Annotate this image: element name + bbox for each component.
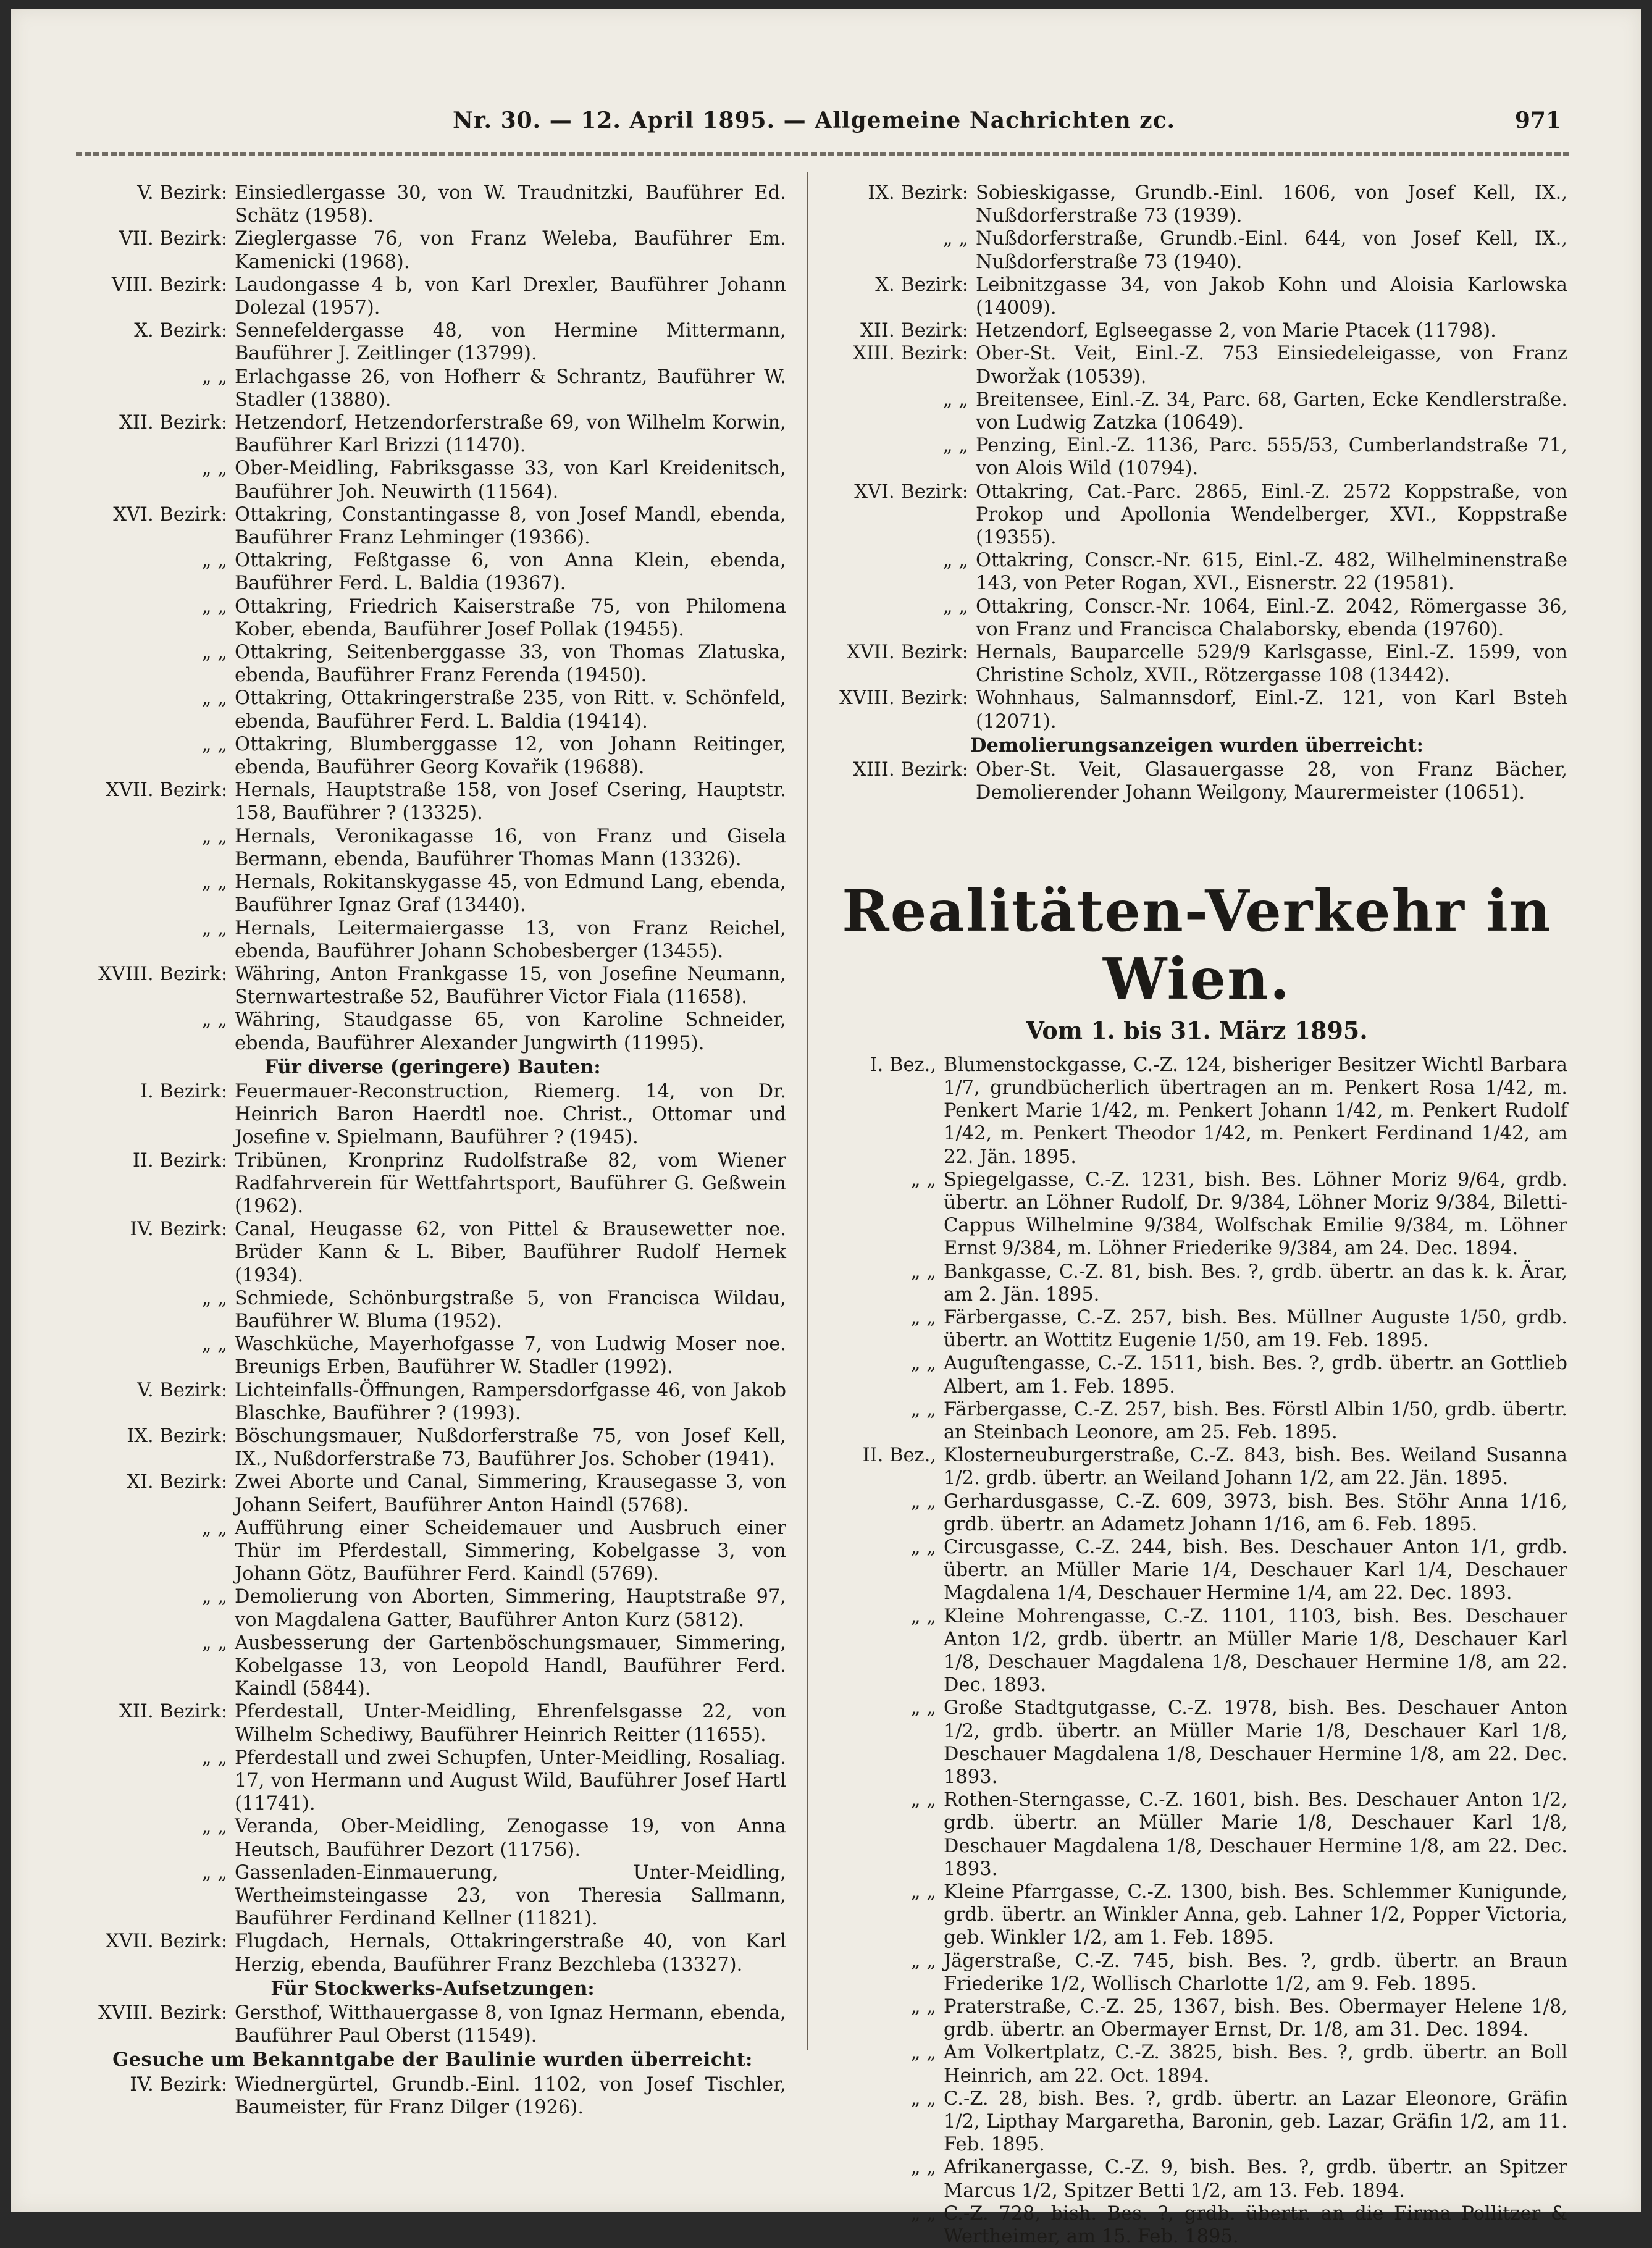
district-label: „ „ [201, 1517, 227, 1539]
list-item [826, 1054, 1567, 1168]
entry-text: Ottakring, Blumberggasse 12, von Johann Reitinger, ebenda, Bauführer Georg Kovařik (19688). [235, 733, 786, 779]
entry-text: Gersthof, Witthauergasse 8, von Ignaz Hermann, ebenda, Bauführer Paul Oberst (11549). [235, 2002, 786, 2047]
entry-text: Hetzendorf, Eglseegasse 2, von Marie Ptacek (11798). [976, 320, 1496, 342]
entry-text: Einsiedlergasse 30, von W. Traudnitzki, Bauführer Ed. Schätz (1958). [235, 182, 786, 227]
list-item [79, 1218, 786, 1287]
entry-text: Ottakring, Constantingasse 8, von Josef Mandl, ebenda, Bauführer Franz Lehminger (19366). [235, 503, 786, 549]
entry-text: Färbergasse, C.-Z. 257, bish. Bes. Förstl Albin 1/50, grdb. übertr. an Steinbach Leonore, am 25. Feb. 1895. [944, 1398, 1567, 1443]
district-label: „ „ [201, 733, 227, 755]
district-label: „ „ [201, 1009, 227, 1031]
district-label: XVII. Bezirk: [106, 779, 227, 802]
entry-text: Hernals, Bauparcelle 529/9 Karlsgasse, Einl.-Z. 1599, von Christine Scholz, XVII., Rötzergasse 108 (13442). [976, 642, 1567, 687]
district-label: IX. Bezirk: [127, 1425, 227, 1447]
district-label: „ „ [942, 228, 968, 250]
list-item [79, 595, 786, 641]
list-item [79, 871, 786, 916]
list-item [79, 825, 786, 871]
district-label: XVIII. Bezirk: [98, 963, 227, 985]
entry-text: Jägerstraße, C.-Z. 745, bish. Bes. ?, grdb. übertr. an Braun Friederike 1/2, Wollisch Charlotte 1/2, am 9. Feb. 1895. [944, 1950, 1567, 1995]
entry-text: Sennefeldergasse 48, von Hermine Mittermann, Bauführer J. Zeitlinger (13799). [235, 320, 786, 365]
entry-text: Canal, Heugasse 62, von Pittel & Brausewetter noe. Brüder Kann & L. Biber, Bauführer Rudolf Hernek (1934). [235, 1218, 786, 1286]
column-divider [807, 172, 808, 2050]
list-item [826, 342, 1567, 388]
district-label: IV. Bezirk: [130, 2073, 227, 2095]
district-label: I. Bezirk: [140, 1080, 227, 1102]
district-label: „ „ [201, 642, 227, 664]
list-item [826, 595, 1567, 641]
list-item [79, 366, 786, 411]
list-item [826, 641, 1567, 687]
list-item [79, 1700, 786, 1746]
entry-text: Afrikanergasse, C.-Z. 9, bish. Bes. ?, grdb. übertr. an Spitzer Marcus 1/2, Spitzer Betti 1/2, am 13. Feb. 1894. [944, 2157, 1567, 2202]
entry-text: C.-Z. 728, bish. Bes. ?, grdb. übertr. an die Firma Pollitzer & Wertheimer, am 15. Feb. 1895. [944, 2202, 1567, 2248]
district-label: „ „ [910, 1306, 936, 1328]
district-label: „ „ [910, 1697, 936, 1719]
district-label: „ „ [201, 1287, 227, 1309]
heading-stockwerk: Für Stockwerks-Aufsetzungen: [270, 1977, 595, 2000]
list-item [79, 227, 786, 273]
district-label: II. Bez., [862, 1445, 936, 1467]
entry-text: Färbergasse, C.-Z. 257, bish. Bes. Müllner Auguste 1/50, grdb. übertr. an Wottitz Eugenie 1/50, am 19. Feb. 1895. [944, 1306, 1567, 1352]
list-item [79, 641, 786, 687]
district-label: IX. Bezirk: [868, 182, 968, 204]
list-item [826, 1168, 1567, 1260]
heading-demolierung: Demolierungsanzeigen wurden überreicht: [970, 734, 1423, 757]
entry-text: Zwei Aborte und Canal, Simmering, Krausegasse 3, von Johann Seifert, Bauführer Anton Haindl (5768). [235, 1471, 786, 1516]
list-item [79, 1149, 786, 1218]
district-label: „ „ [201, 917, 227, 939]
entry-text: Ober-Meidling, Fabriksgasse 33, von Karl Kreidenitsch, Bauführer Joh. Neuwirth (11564). [235, 458, 786, 503]
entry-text: Wiednergürtel, Grundb.-Einl. 1102, von Josef Tischler, Baumeister, für Franz Dilger (1926). [235, 2073, 786, 2118]
entry-text: Böschungsmauer, Nußdorferstraße 75, von Josef Kell, IX., Nußdorferstraße 73, Bauführer Jos. Schober (1941). [235, 1425, 786, 1470]
list-item [826, 182, 1567, 227]
list-item [826, 434, 1567, 480]
district-label: „ „ [201, 1747, 227, 1769]
real-estate-list [826, 1054, 1567, 2248]
entry-text: Wohnhaus, Salmannsdorf, Einl.-Z. 121, von Karl Bsteh (12071). [976, 687, 1567, 732]
entry-text: Ausbesserung der Gartenböschungsmauer, Simmering, Kobelgasse 13, von Leopold Handl, Bauführer Ferd. Kaindl (5844). [235, 1632, 786, 1700]
entry-text: C.-Z. 28, bish. Bes. ?, grdb. übertr. an Lazar Eleonore, Gräfin 1/2, Lipthay Margaretha, Baronin, geb. Lazar, Gräfin 1/2, am 11. Feb. 1895. [944, 2087, 1567, 2156]
district-label: „ „ [201, 687, 227, 710]
list-item [826, 687, 1567, 732]
list-item [79, 687, 786, 732]
district-label: „ „ [910, 2087, 936, 2110]
list-item [826, 2202, 1567, 2248]
page-number: 971 [1514, 107, 1561, 133]
entry-text: Penzing, Einl.-Z. 1136, Parc. 555/53, Cumberlandstraße 71, von Alois Wild (10794). [976, 435, 1567, 480]
district-label: XVI. Bezirk: [113, 503, 227, 526]
entry-text: Spiegelgasse, C.-Z. 1231, bish. Bes. Löhner Moriz 9/64, grdb. übertr. an Löhner Rudolf, Dr. 9/384, Löhner Moriz 9/384, Biletti-Cappus Wilhelmine 9/384, Wolfschak Emilie 9/384, m. Löhner Ernst 9/384, m. Löhner Friederike 9/384, am 24. Dec. 1894. [944, 1168, 1567, 1260]
district-label: „ „ [910, 2042, 936, 2064]
district-label: VIII. Bezirk: [111, 274, 227, 296]
list-item [826, 1306, 1567, 1352]
list-item [826, 1605, 1567, 1697]
entry-text: Laudongasse 4 b, von Karl Drexler, Bauführer Johann Dolezal (1957). [235, 274, 786, 319]
entry-text: Hernals, Veronikagasse 16, von Franz und Gisela Bermann, ebenda, Bauführer Thomas Mann (13326). [235, 825, 786, 870]
list-item [79, 733, 786, 779]
district-label: „ „ [910, 1168, 936, 1191]
district-label: „ „ [201, 1632, 227, 1654]
district-label: „ „ [910, 1353, 936, 1375]
list-item [79, 1517, 786, 1586]
list-item [826, 2087, 1567, 2157]
list-item [826, 1260, 1567, 1306]
entry-text: Tribünen, Kronprinz Rudolfstraße 82, vom Wiener Radfahrverein für Wettfahrtsport, Bauführer G. Geßwein (1962). [235, 1149, 786, 1217]
entry-text: Ober-St. Veit, Einl.-Z. 753 Einsiedeleigasse, von Franz Dworžak (10539). [976, 343, 1567, 388]
district-label: „ „ [942, 388, 968, 411]
section-subtitle: Vom 1. bis 31. März 1895. [1026, 1017, 1368, 1045]
entry-text: Veranda, Ober-Meidling, Zenogasse 19, von Anna Heutsch, Bauführer Dezort (11756). [235, 1816, 786, 1861]
district-label: V. Bezirk: [137, 1379, 227, 1401]
entry-text: Hernals, Hauptstraße 158, von Josef Csering, Hauptstr. 158, Bauführer ? (13325). [235, 779, 786, 824]
list-item [826, 1444, 1567, 1490]
entry-text: Aufführung einer Scheidemauer und Ausbruch einer Thür im Pferdestall, Simmering, Kobelgasse 3, von Johann Götz, Bauführer Ferd. Kaindl (5769). [235, 1517, 786, 1585]
list-item [826, 2041, 1567, 2087]
heading-diverse: Für diverse (geringere) Bauten: [264, 1055, 601, 1078]
entry-text: Breitensee, Einl.-Z. 34, Parc. 68, Garten, Ecke Kendlerstraße. von Ludwig Zatzka (10649). [976, 388, 1567, 434]
entry-text: Kleine Mohrengasse, C.-Z. 1101, 1103, bish. Bes. Deschauer Anton 1/2, grdb. übertr. an Müller Marie 1/8, Deschauer Karl 1/8, Deschauer Magdalena 1/8, Deschauer Hermine 1/8, am 22. Dec. 1893. [944, 1605, 1567, 1696]
district-label: „ „ [201, 871, 227, 894]
list-item [79, 1632, 786, 1701]
district-label: XI. Bezirk: [127, 1471, 227, 1493]
entry-text: Circusgasse, C.-Z. 244, bish. Bes. Deschauer Anton 1/1, grdb. übertr. an Müller Marie 1/4, Deschauer Karl 1/4, Deschauer Magdalena 1/4, Deschauer Hermine 1/4, am 22. Dec. 1893. [944, 1536, 1567, 1604]
district-label: „ „ [201, 550, 227, 572]
entry-text: Ottakring, Conscr.-Nr. 1064, Einl.-Z. 2042, Römergasse 36, von Franz und Francisca Chalaborsky, ebenda (19760). [976, 595, 1567, 640]
list-item [79, 457, 786, 503]
district-label: „ „ [910, 1881, 936, 1903]
entry-text: Flugdach, Hernals, Ottakringerstraße 40, von Karl Herzig, ebenda, Bauführer Franz Bezchleba (13327). [235, 1931, 786, 1976]
entry-text: Währing, Staudgasse 65, von Karoline Schneider, ebenda, Bauführer Alexander Jungwirth (11995). [235, 1009, 786, 1054]
left-column [79, 182, 786, 2119]
district-label: „ „ [910, 1996, 936, 2018]
district-label: „ „ [201, 825, 227, 847]
page-header [85, 107, 1561, 145]
district-label: „ „ [910, 1605, 936, 1627]
list-item [826, 1789, 1567, 1881]
entry-text: Ottakring, Friedrich Kaiserstraße 75, von Philomena Kober, ebenda, Bauführer Josef Pollak (19455). [235, 595, 786, 640]
district-label: II. Bezirk: [132, 1149, 227, 1172]
list-item [79, 1470, 786, 1516]
list-item [79, 2002, 786, 2047]
district-label: „ „ [201, 458, 227, 480]
district-label: XIII. Bezirk: [853, 343, 968, 365]
entry-text: Hernals, Leitermaiergasse 13, von Franz Reichel, ebenda, Bauführer Johann Schobesberger (13455). [235, 917, 786, 962]
district-label: V. Bezirk: [137, 182, 227, 204]
entry-text: Schmiede, Schönburgstraße 5, von Francisca Wildau, Bauführer W. Bluma (1952). [235, 1287, 786, 1332]
district-label: VII. Bezirk: [119, 228, 227, 250]
entry-text: Sobieskigasse, Grundb.-Einl. 1606, von Josef Kell, IX., Nußdorferstraße 73 (1939). [976, 182, 1567, 227]
entry-text: Rothen-Sterngasse, C.-Z. 1601, bish. Bes. Deschauer Anton 1/2, grdb. übertr. an Müller Marie 1/8, Deschauer Karl 1/8, Deschauer Magdalena 1/8, Deschauer Hermine 1/8, am 22. Dec. 1893. [944, 1789, 1567, 1880]
district-label: IV. Bezirk: [130, 1218, 227, 1241]
list-item [826, 1881, 1567, 1950]
entry-text: Ottakring, Feßtgasse 6, von Anna Klein, ebenda, Bauführer Ferd. L. Baldia (19367). [235, 550, 786, 595]
entry-text: Bankgasse, C.-Z. 81, bish. Bes. ?, grdb. übertr. an das k. k. Ärar, am 2. Jän. 1895. [944, 1260, 1567, 1306]
list-item [79, 2073, 786, 2119]
district-label: „ „ [201, 1333, 227, 1356]
list-item [826, 1995, 1567, 2041]
district-label: „ „ [201, 595, 227, 618]
district-label: „ „ [910, 1398, 936, 1420]
list-item [826, 1490, 1567, 1536]
district-label: „ „ [910, 2202, 936, 2225]
list-item [79, 779, 786, 824]
district-label: „ „ [910, 1536, 936, 1558]
entry-text: Praterstraße, C.-Z. 25, 1367, bish. Bes. Obermayer Helene 1/8, grdb. übertr. an Obermayer Ernst, Dr. 1/8, am 31. Dec. 1894. [944, 1996, 1567, 2041]
district-label: „ „ [910, 1490, 936, 1512]
district-label: XIII. Bezirk: [853, 759, 968, 781]
district-label: XVII. Bezirk: [847, 642, 968, 664]
header-rule [76, 152, 1570, 156]
district-label: „ „ [201, 1861, 227, 1884]
district-label: „ „ [201, 1586, 227, 1608]
list-item [79, 963, 786, 1009]
list-item [826, 480, 1567, 550]
header-title: Nr. 30. — 12. April 1895. — Allgemeine Nachrichten zc. [452, 107, 1176, 133]
list-item [79, 1009, 786, 1054]
district-label: I. Bez., [870, 1054, 936, 1076]
entry-text: Währing, Anton Frankgasse 15, von Josefine Neumann, Sternwartestraße 52, Bauführer Victor Fiala (11658). [235, 963, 786, 1009]
entry-text: Große Stadtgutgasse, C.-Z. 1978, bish. Bes. Deschauer Anton 1/2, grdb. übertr. an Müller Marie 1/8, Deschauer Karl 1/8, Deschauer Magdalena 1/8, Deschauer Hermine 1/8, am 22. Dec. 1893. [944, 1697, 1567, 1788]
list-item [826, 227, 1567, 273]
diverse-buildings-list [79, 1080, 786, 1976]
entry-text: Hernals, Rokitanskygasse 45, von Edmund Lang, ebenda, Bauführer Ignaz Graf (13440). [235, 871, 786, 916]
list-item [79, 1815, 786, 1861]
entry-text: Kleine Pfarrgasse, C.-Z. 1300, bish. Bes. Schlemmer Kunigunde, grdb. übertr. an Winkler Anna, geb. Lahner 1/2, Popper Victoria, geb. Winkler 1/2, am 1. Feb. 1895. [944, 1881, 1567, 1949]
building-line-list [826, 182, 1567, 733]
demolition-list [826, 758, 1567, 804]
entry-text: Ober-St. Veit, Glasauergasse 28, von Franz Bächer, Demolierender Johann Weilgony, Maurermeister (10651). [976, 759, 1567, 804]
list-item [826, 388, 1567, 434]
entry-text: Leibnitzgasse 34, von Jakob Kohn und Aloisia Karlowska (14009). [976, 274, 1567, 319]
heading-gesuche: Gesuche um Bekanntgabe der Baulinie wurden überreicht: [112, 2049, 753, 2071]
district-label: XII. Bezirk: [119, 412, 227, 434]
entry-text: Am Volkertplatz, C.-Z. 3825, bish. Bes. ?, grdb. übertr. an Boll Heinrich, am 22. Oct. 1894. [944, 2042, 1567, 2087]
list-item [79, 1930, 786, 1976]
entry-text: Auguſtengasse, C.-Z. 1511, bish. Bes. ?, grdb. übertr. an Gottlieb Albert, am 1. Feb. 1895. [944, 1353, 1567, 1398]
entry-text: Lichteinfalls-Öffnungen, Rampersdorfgasse 46, von Jakob Blaschke, Bauführer ? (1993). [235, 1379, 786, 1424]
list-item [826, 1398, 1567, 1444]
district-label: „ „ [910, 1950, 936, 1972]
entry-text: Zieglergasse 76, von Franz Weleba, Bauführer Em. Kamenicki (1968). [235, 228, 786, 273]
district-label: XVI. Bezirk: [854, 480, 968, 503]
stockwerk-list [79, 2002, 786, 2047]
building-permits-list [79, 182, 786, 1055]
newspaper-page [11, 9, 1641, 2248]
district-label: „ „ [942, 435, 968, 457]
list-item [826, 274, 1567, 319]
district-label: „ „ [201, 1816, 227, 1838]
list-item [79, 1747, 786, 1816]
list-item [79, 917, 786, 963]
entry-text: Ottakring, Ottakringerstraße 235, von Ritt. v. Schönfeld, ebenda, Bauführer Ferd. L. Baldia (19414). [235, 687, 786, 732]
entry-text: Ottakring, Seitenberggasse 33, von Thomas Zlatuska, ebenda, Bauführer Franz Ferenda (19450). [235, 642, 786, 687]
list-item [79, 1425, 786, 1470]
list-item [826, 1696, 1567, 1789]
gesuche-list [79, 2073, 786, 2119]
list-item [79, 274, 786, 319]
list-item [826, 549, 1567, 595]
district-label: XVII. Bezirk: [106, 1931, 227, 1953]
entry-text: Klosterneuburgerstraße, C.-Z. 843, bish. Bes. Weiland Susanna 1/2. grdb. übertr. an Weiland Johann 1/2, am 22. Jän. 1895. [944, 1445, 1567, 1490]
district-label: „ „ [910, 1789, 936, 1811]
entry-text: Pferdestall und zwei Schupfen, Unter-Meidling, Rosaliag. 17, von Hermann und August Wild, Bauführer Josef Hartl (11741). [235, 1747, 786, 1815]
entry-text: Feuermauer-Reconstruction, Riemerg. 14, von Dr. Heinrich Baron Haerdtl noe. Christ., Ottomar und Josefine v. Spielmann, Bauführer ? (1945). [235, 1080, 786, 1149]
list-item [79, 1585, 786, 1631]
entry-text: Gerhardusgasse, C.-Z. 609, 3973, bish. Bes. Stöhr Anna 1/16, grdb. übertr. an Adametz Johann 1/16, am 6. Feb. 1895. [944, 1490, 1567, 1535]
entry-text: Ottakring, Cat.-Parc. 2865, Einl.-Z. 2572 Koppstraße, von Prokop und Apollonia Wendelberger, XVI., Koppstraße (19355). [976, 480, 1567, 549]
entry-text: Pferdestall, Unter-Meidling, Ehrenfelsgasse 22, von Wilhelm Schediwy, Bauführer Heinrich Reitter (11655). [235, 1701, 786, 1746]
entry-text: Erlachgasse 26, von Hofherr & Schrantz, Bauführer W. Stadler (13880). [235, 366, 786, 411]
district-label: „ „ [201, 366, 227, 388]
list-item [79, 411, 786, 457]
entry-text: Nußdorferstraße, Grundb.-Einl. 644, von Josef Kell, IX., Nußdorferstraße 73 (1940). [976, 228, 1567, 273]
district-label: „ „ [942, 550, 968, 572]
section-title: Realitäten-Verkehr in Wien. [842, 878, 1552, 1013]
entry-text: Waschküche, Mayerhofgasse 7, von Ludwig Moser noe. Breunigs Erben, Bauführer W. Stadler (1992). [235, 1333, 786, 1378]
entry-text: Ottakring, Conscr.-Nr. 615, Einl.-Z. 482, Wilhelminenstraße 143, von Peter Rogan, XVI., Eisnerstr. 22 (19581). [976, 550, 1567, 595]
entry-text: Gassenladen-Einmauerung, Unter-Meidling, Wertheimsteingasse 23, von Theresia Sallmann, Bauführer Ferdinand Kellner (11821). [235, 1861, 786, 1930]
list-item [79, 1080, 786, 1149]
list-item [79, 319, 786, 365]
district-label: X. Bezirk: [134, 320, 227, 342]
list-item [79, 549, 786, 595]
entry-text: Hetzendorf, Hetzendorferstraße 69, von Wilhelm Korwin, Bauführer Karl Brizzi (11470). [235, 412, 786, 457]
district-label: X. Bezirk: [875, 274, 968, 296]
list-item [826, 319, 1567, 342]
list-item [826, 2156, 1567, 2202]
district-label: XVIII. Bezirk: [98, 2002, 227, 2024]
list-item [79, 1861, 786, 1931]
list-item [79, 503, 786, 549]
district-label: XVIII. Bezirk: [839, 687, 968, 710]
list-item [79, 182, 786, 227]
entry-text: Blumenstockgasse, C.-Z. 124, bisheriger Besitzer Wichtl Barbara 1/7, grundbücherlich übertragen an m. Penkert Rosa 1/42, m. Penkert Marie 1/42, m. Penkert Johann 1/42, m. Penkert Rudolf 1/42, m. Penkert Theodor 1/42, m. Penkert Ferdinand 1/42, am 22. Jän. 1895. [944, 1054, 1567, 1168]
list-item [79, 1379, 786, 1425]
district-label: „ „ [942, 595, 968, 618]
list-item [826, 1950, 1567, 1995]
list-item [79, 1333, 786, 1378]
district-label: XII. Bezirk: [119, 1701, 227, 1723]
list-item [826, 758, 1567, 804]
list-item [826, 1352, 1567, 1398]
district-label: „ „ [910, 2157, 936, 2179]
district-label: XII. Bezirk: [860, 320, 968, 342]
entry-text: Demolierung von Aborten, Simmering, Hauptstraße 97, von Magdalena Gatter, Bauführer Anton Kurz (5812). [235, 1586, 786, 1631]
list-item [79, 1287, 786, 1333]
right-column [826, 182, 1567, 2248]
list-item [826, 1536, 1567, 1605]
district-label: „ „ [910, 1260, 936, 1283]
